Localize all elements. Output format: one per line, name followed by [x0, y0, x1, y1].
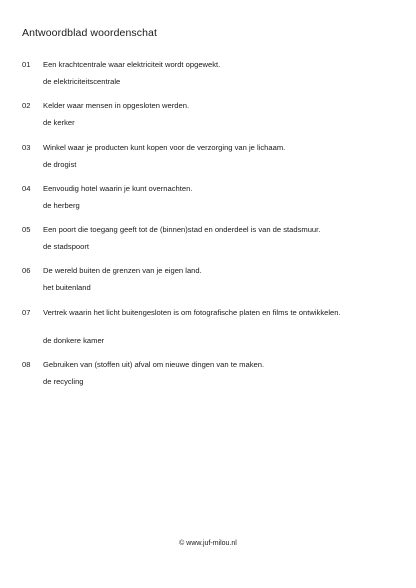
- item-number: 01: [22, 60, 31, 69]
- item-number: 05: [22, 225, 31, 234]
- item-answer: de recycling: [43, 377, 84, 386]
- item-number: 04: [22, 184, 31, 193]
- item-question: Een poort die toegang geeft tot de (binnen)stad en onderdeel is van de stadsmuur.: [43, 225, 321, 234]
- item-answer: de drogist: [43, 160, 77, 169]
- item-question: Gebruiken van (stoffen uit) afval om nieuwe dingen van te maken.: [43, 360, 265, 369]
- item-answer: de donkere kamer: [43, 336, 105, 345]
- item-answer: de stadspoort: [43, 242, 90, 251]
- page-title: Antwoordblad woordenschat: [22, 27, 158, 39]
- item-number: 02: [22, 101, 31, 110]
- item-answer: de herberg: [43, 201, 80, 210]
- item-number: 03: [22, 143, 31, 152]
- item-answer: de elektriciteitscentrale: [43, 77, 121, 86]
- copyright-footer: © www.juf-milou.nl: [179, 540, 237, 547]
- item-answer: de kerker: [43, 118, 75, 127]
- item-question: Winkel waar je producten kunt kopen voor de verzorging van je lichaam.: [43, 143, 286, 152]
- item-question: De wereld buiten de grenzen van je eigen land.: [43, 266, 202, 275]
- item-question: Vertrek waarin het licht buitengesloten is om fotografische platen en films te ontwikkelen.: [43, 308, 341, 317]
- item-number: 08: [22, 360, 31, 369]
- item-answer: het buitenland: [43, 283, 91, 292]
- item-number: 07: [22, 308, 31, 317]
- item-question: Een krachtcentrale waar elektriciteit wordt opgewekt.: [43, 60, 221, 69]
- item-question: Kelder waar mensen in opgesloten werden.: [43, 101, 190, 110]
- item-question: Eenvoudig hotel waarin je kunt overnachten.: [43, 184, 193, 193]
- item-number: 06: [22, 266, 31, 275]
